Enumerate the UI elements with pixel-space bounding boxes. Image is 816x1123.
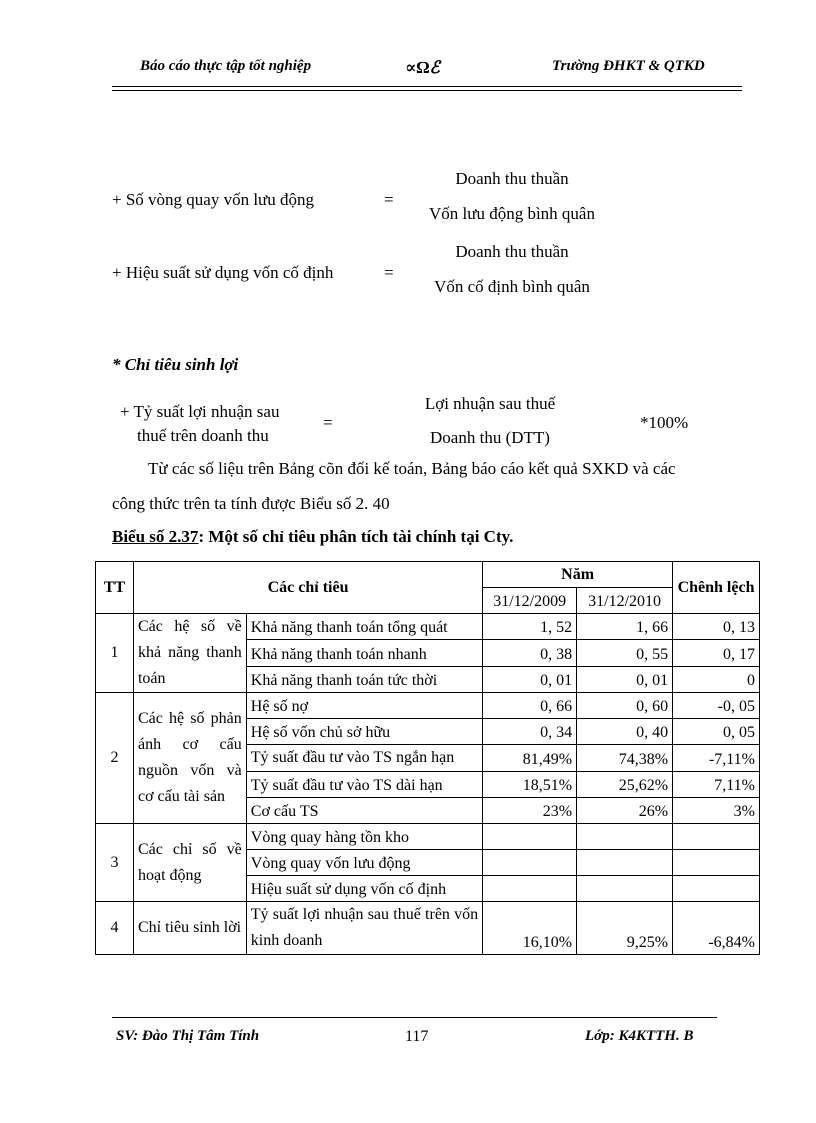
value-2009: 23%: [483, 798, 577, 824]
profit-formula-numerator: Lợi nhuận sau thuế: [424, 394, 556, 413]
value-diff: 3%: [673, 798, 760, 824]
value-2010: 26%: [577, 798, 673, 824]
group-name: Các hệ số phản ánh cơ cấu nguồn vốn và cơ cấu tài sản: [133, 693, 246, 824]
formula-2-label: + Hiệu suất sử dụng vốn cố định: [112, 263, 334, 282]
value-2010: 25,62%: [577, 772, 673, 798]
group-number: 4: [96, 902, 134, 955]
profit-formula-denominator: Doanh thu (DTT): [430, 428, 550, 447]
value-2009: 0, 01: [483, 666, 577, 692]
indicator-name: Hiệu suất sử dụng vốn cố định: [246, 876, 482, 902]
table-caption-title: : Một số chỉ tiêu phân tích tài chính tại Cty.: [198, 527, 514, 546]
value-2009: [483, 824, 577, 850]
indicator-name: Khả năng thanh toán tức thời: [246, 666, 482, 692]
value-2010: 1, 66: [577, 614, 673, 640]
group-number: 2: [96, 693, 134, 824]
group-name: Chỉ tiêu sinh lời: [133, 902, 246, 955]
profit-heading: * Chỉ tiêu sinh lợi: [112, 355, 239, 374]
header-rule-top: [112, 86, 742, 87]
col-header-tt: TT: [96, 562, 134, 614]
col-header-indicator: Các chỉ tiêu: [133, 562, 482, 614]
value-2010: 0, 40: [577, 719, 673, 745]
value-diff: -0, 05: [673, 693, 760, 719]
value-2009: 0, 66: [483, 693, 577, 719]
paragraph-line-2: công thức trên ta tính được Biểu số 2. 40: [112, 494, 390, 513]
value-2010: 0, 55: [577, 640, 673, 666]
profit-formula-eq: =: [323, 413, 333, 432]
footer-class: Lớp: K4KTTH. B: [585, 1028, 694, 1044]
value-2009: [483, 850, 577, 876]
value-diff: -6,84%: [673, 902, 760, 955]
value-2010: [577, 824, 673, 850]
value-2010: 0, 01: [577, 666, 673, 692]
value-2009: 18,51%: [483, 772, 577, 798]
table-row: [96, 824, 760, 850]
group-name: Các hệ số về khả năng thanh toán: [133, 614, 246, 693]
value-2010: 74,38%: [577, 745, 673, 772]
value-2010: [577, 850, 673, 876]
formula-2-denominator: Vốn cố định bình quân: [434, 277, 590, 296]
value-diff: 0: [673, 666, 760, 692]
formula-2-eq: =: [384, 263, 394, 282]
value-diff: [673, 850, 760, 876]
financial-indicators-table: [95, 561, 760, 955]
table-header-row-1: [96, 562, 760, 588]
profit-formula-label-1: + Tỷ suất lợi nhuận sau: [120, 402, 280, 421]
indicator-name: Vòng quay hàng tồn kho: [246, 824, 482, 850]
table-row: [96, 693, 760, 719]
col-header-2010: 31/12/2010: [577, 588, 673, 614]
indicator-name: Hệ số vốn chủ sở hữu: [246, 719, 482, 745]
table-row: [96, 614, 760, 640]
value-diff: 0, 05: [673, 719, 760, 745]
group-number: 1: [96, 614, 134, 693]
indicator-name: Vòng quay vốn lưu động: [246, 850, 482, 876]
value-2010: [577, 876, 673, 902]
profit-formula-multiplier: *100%: [640, 413, 689, 432]
table-caption: [112, 527, 513, 547]
value-diff: 0, 17: [673, 640, 760, 666]
indicator-name: Tỷ suất lợi nhuận sau thuế trên vốn kinh doanh: [246, 902, 482, 955]
group-name: Các chỉ số về hoạt động: [133, 824, 246, 902]
table-caption-number: Biểu số 2.37: [112, 527, 199, 546]
value-2009: 16,10%: [483, 902, 577, 955]
value-2009: [483, 876, 577, 902]
value-diff: 0, 13: [673, 614, 760, 640]
indicator-name: Cơ cấu TS: [246, 798, 482, 824]
indicator-name: Tỷ suất đầu tư vào TS ngắn hạn: [246, 745, 482, 772]
formula-1-numerator: Doanh thu thuần: [455, 169, 569, 188]
value-2009: 0, 34: [483, 719, 577, 745]
formula-1-denominator: Vốn lưu động bình quân: [429, 204, 595, 223]
value-diff: [673, 876, 760, 902]
formula-1-label: + Số vòng quay vốn lưu động: [112, 190, 315, 209]
indicator-name: Khả năng thanh toán tổng quát: [246, 614, 482, 640]
header-left: Báo cáo thực tập tốt nghiệp: [140, 58, 312, 74]
group-number: 3: [96, 824, 134, 902]
indicator-name: Khả năng thanh toán nhanh: [246, 640, 482, 666]
value-2009: 0, 38: [483, 640, 577, 666]
value-2009: 81,49%: [483, 745, 577, 772]
indicator-name: Hệ số nợ: [246, 693, 482, 719]
value-2010: 0, 60: [577, 693, 673, 719]
indicator-name: Tỷ suất đầu tư vào TS dài hạn: [246, 772, 482, 798]
header-rule-bottom: [112, 90, 742, 91]
table-row: [96, 902, 760, 955]
profit-formula-label-2: thuế trên doanh thu: [137, 426, 269, 445]
col-header-diff: Chênh lệch: [673, 562, 760, 614]
value-2010: 9,25%: [577, 902, 673, 955]
footer-rule: [112, 1017, 717, 1018]
value-diff: [673, 824, 760, 850]
header-right: Trường ĐHKT & QTKD: [552, 58, 705, 74]
col-header-2009: 31/12/2009: [483, 588, 577, 614]
col-header-year: Năm: [483, 562, 673, 588]
footer-page-number: 117: [405, 1028, 429, 1045]
value-2009: 1, 52: [483, 614, 577, 640]
header-ornament: ∝Ωℰ: [405, 58, 440, 77]
formula-2-numerator: Doanh thu thuần: [455, 242, 569, 261]
footer-student: SV: Đào Thị Tâm Tính: [116, 1028, 260, 1044]
value-diff: 7,11%: [673, 772, 760, 798]
paragraph-line-1: Từ các số liệu trên Bảng cõn đối kế toán, Bảng báo cáo kết quả SXKD và các: [148, 459, 676, 478]
formula-1-eq: =: [384, 190, 394, 209]
value-diff: -7,11%: [673, 745, 760, 772]
